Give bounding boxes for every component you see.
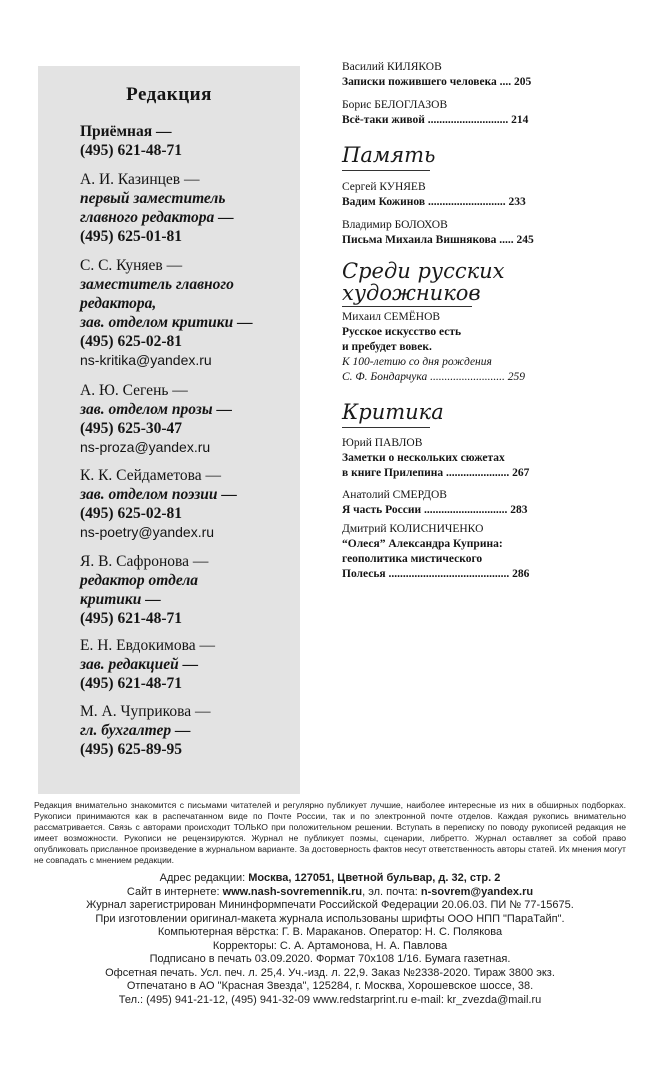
address-label: Адрес редакции: xyxy=(159,872,249,884)
toc-title: Письма Михаила Вишнякова ..... 245 xyxy=(342,234,534,246)
site-link[interactable]: www.nash-sovremennik.ru xyxy=(222,885,363,898)
staff-email[interactable]: ns-proza@yandex.ru xyxy=(80,439,211,455)
email-label: , эл. почта: xyxy=(362,885,421,898)
toc-author: Василий КИЛЯКОВ xyxy=(342,61,442,73)
toc-title: Записки пожившего человека .... 205 xyxy=(342,76,532,88)
toc-note: К 100-летию со дня рождения xyxy=(342,356,492,368)
staff-entry xyxy=(80,381,295,457)
fonts-line: При изготовлении оригинал-макета журнала использованы шрифты ООО НПП "ПараТайп". xyxy=(95,912,565,925)
staff-name: С. С. Куняев — xyxy=(80,257,183,274)
toc-entry xyxy=(342,310,607,385)
proofreaders: Корректоры: С. А. Артамонова, Н. А. Павлова xyxy=(212,939,448,952)
staff-entry xyxy=(80,702,295,759)
toc-title: Всё-таки живой ............................ 214 xyxy=(342,114,529,126)
staff-phone: (495) 621-48-71 xyxy=(80,610,183,627)
staff-phone: (495) 625-02-81 xyxy=(80,333,183,350)
toc-entry xyxy=(342,218,607,248)
toc-entry xyxy=(342,60,607,90)
staff-email[interactable]: ns-poetry@yandex.ru xyxy=(80,524,215,540)
toc-note: С. Ф. Бондарчука .......................... 259 xyxy=(342,371,526,383)
staff-role: редактора, xyxy=(80,295,157,312)
staff-role: зав. отделом поэзии — xyxy=(80,486,237,503)
toc-title: геополитика мистического xyxy=(342,553,483,565)
section-heading: Критика xyxy=(342,400,444,424)
section-rule xyxy=(342,170,430,171)
toc-title: Заметки о нескольких сюжетах xyxy=(342,452,505,464)
address: Москва, 127051, Цветной бульвар, д. 32, стр. 2 xyxy=(248,872,501,884)
toc-author: Борис БЕЛОГЛАЗОВ xyxy=(342,99,448,111)
imprint xyxy=(34,800,626,1007)
staff-role: критики — xyxy=(80,591,161,608)
toc-title: Русское искусство есть xyxy=(342,326,462,338)
layout-credits: Компьютерная вёрстка: Г. В. Мараканов. Оператор: Н. С. Полякова xyxy=(157,926,503,938)
toc-author: Сергей КУНЯЕВ xyxy=(342,181,426,193)
toc-author: Юрий ПАВЛОВ xyxy=(342,437,423,449)
staff-phone: (495) 625-89-95 xyxy=(80,741,183,758)
staff-name: А. Ю. Сегень — xyxy=(80,382,188,399)
section-heading: Память xyxy=(342,143,436,167)
staff-phone: (495) 625-02-81 xyxy=(80,505,183,522)
toc-title: Вадим Кожинов ........................... 233 xyxy=(342,196,526,208)
toc-entry xyxy=(342,98,607,128)
staff-phone: (495) 625-30-47 xyxy=(80,420,183,437)
staff-role: зав. отделом прозы — xyxy=(80,401,232,418)
print-line: Офсетная печать. Усл. печ. л. 25,4. Уч.-изд. л. 22,9. Заказ №2338-2020. Тираж 3800 экз. xyxy=(105,966,555,979)
toc-title: и пребудет вовек. xyxy=(342,341,432,353)
editorial-sidebar xyxy=(38,66,300,794)
staff-phone: (495) 621-48-71 xyxy=(80,675,183,692)
staff-entry xyxy=(80,466,295,542)
printer-line: Отпечатано в АО "Красная Звезда", 125284, г. Москва, Хорошевское шоссе, 38. xyxy=(126,980,534,992)
toc-entry xyxy=(342,522,607,582)
contacts-line xyxy=(34,886,626,900)
staff-role: главного редактора — xyxy=(80,209,234,226)
staff-role: зав. отделом критики — xyxy=(80,314,253,331)
toc-title: Полесья .......................................... 286 xyxy=(342,568,530,580)
staff-name: К. К. Сейдаметова — xyxy=(80,467,222,484)
staff-entry xyxy=(80,256,295,370)
registration-line: Журнал зарегистрирован Мининформпечати Российской Федерации 20.06.03. ПИ № 77-15675. xyxy=(86,899,574,911)
email-link[interactable]: n-sovrem@yandex.ru xyxy=(420,885,534,898)
staff-role: редактор отдела xyxy=(80,572,199,589)
staff-name: Я. В. Сафронова — xyxy=(80,553,209,570)
toc-entry xyxy=(342,180,607,210)
section-heading: Среди русских xyxy=(342,259,505,283)
sidebar-title: Редакция xyxy=(126,84,212,105)
staff-role: гл. бухгалтер — xyxy=(80,722,191,739)
section-rule xyxy=(342,306,472,307)
signed-line: Подписано в печать 03.09.2020. Формат 70х108 1/16. Бумага газетная. xyxy=(149,953,511,965)
toc-entry xyxy=(342,436,607,481)
staff-name: А. И. Казинцев — xyxy=(80,171,200,188)
toc-entry xyxy=(342,488,607,518)
reception-block xyxy=(80,122,295,160)
staff-name: Е. Н. Евдокимова — xyxy=(80,637,215,654)
reception-phone: (495) 621-48-71 xyxy=(80,142,183,159)
section-heading-line2: художников xyxy=(342,281,481,305)
toc-author: Дмитрий КОЛИСНИЧЕНКО xyxy=(342,523,484,535)
toc-author: Владимир БОЛОХОВ xyxy=(342,219,448,231)
section-rule xyxy=(342,427,430,428)
toc-title: “Олеся” Александра Куприна: xyxy=(342,538,503,550)
address-line xyxy=(34,872,626,886)
staff-name: М. А. Чуприкова — xyxy=(80,703,211,720)
staff-entry xyxy=(80,552,295,628)
toc-title: в книге Прилепина ...................... 267 xyxy=(342,467,530,479)
staff-phone: (495) 625-01-81 xyxy=(80,228,183,245)
site-label: Сайт в интернете: xyxy=(126,885,223,898)
editorial-disclaimer: Редакция внимательно знакомится с письмами читателей и регулярно публикует лучшие, наиболее интересные из них в обширных подборках. Рукописи принимаются как в распечатанном виде по Почте России, так и по электронной почте отделов. Каждая рукопись внимательно рассматривается. Связь с авторами происходит ТОЛЬКО при положительном решении. Вступать в переписку по поводу рукописей редакция не имеет возможности. Рукописи не рецензируются. Журнал не публикует поэмы, сценарии, либретто. Журнал оставляет за собой право опубликовать присланное произведение в журнальном варианте. За достоверность фактов несут ответственность авторы статей. Их мнения могут не совпадать с мнением редакции. xyxy=(34,800,626,865)
staff-role: заместитель главного xyxy=(80,276,234,293)
staff-role: зав. редакцией — xyxy=(80,656,199,673)
printer-contacts: Тел.: (495) 941-21-12, (495) 941-32-09 www.redstarprint.ru e-mail: kr_zvezda@mail.ru xyxy=(118,993,542,1006)
toc-author: Михаил СЕМЁНОВ xyxy=(342,311,441,323)
staff-email[interactable]: ns-kritika@yandex.ru xyxy=(80,352,212,368)
staff-role: первый заместитель xyxy=(80,190,226,207)
toc-title: Я часть России ............................. 283 xyxy=(342,504,528,516)
staff-entry xyxy=(80,636,295,693)
staff-entry xyxy=(80,170,295,246)
reception-label: Приёмная — xyxy=(80,123,172,140)
toc-author: Анатолий СМЕРДОВ xyxy=(342,489,447,501)
